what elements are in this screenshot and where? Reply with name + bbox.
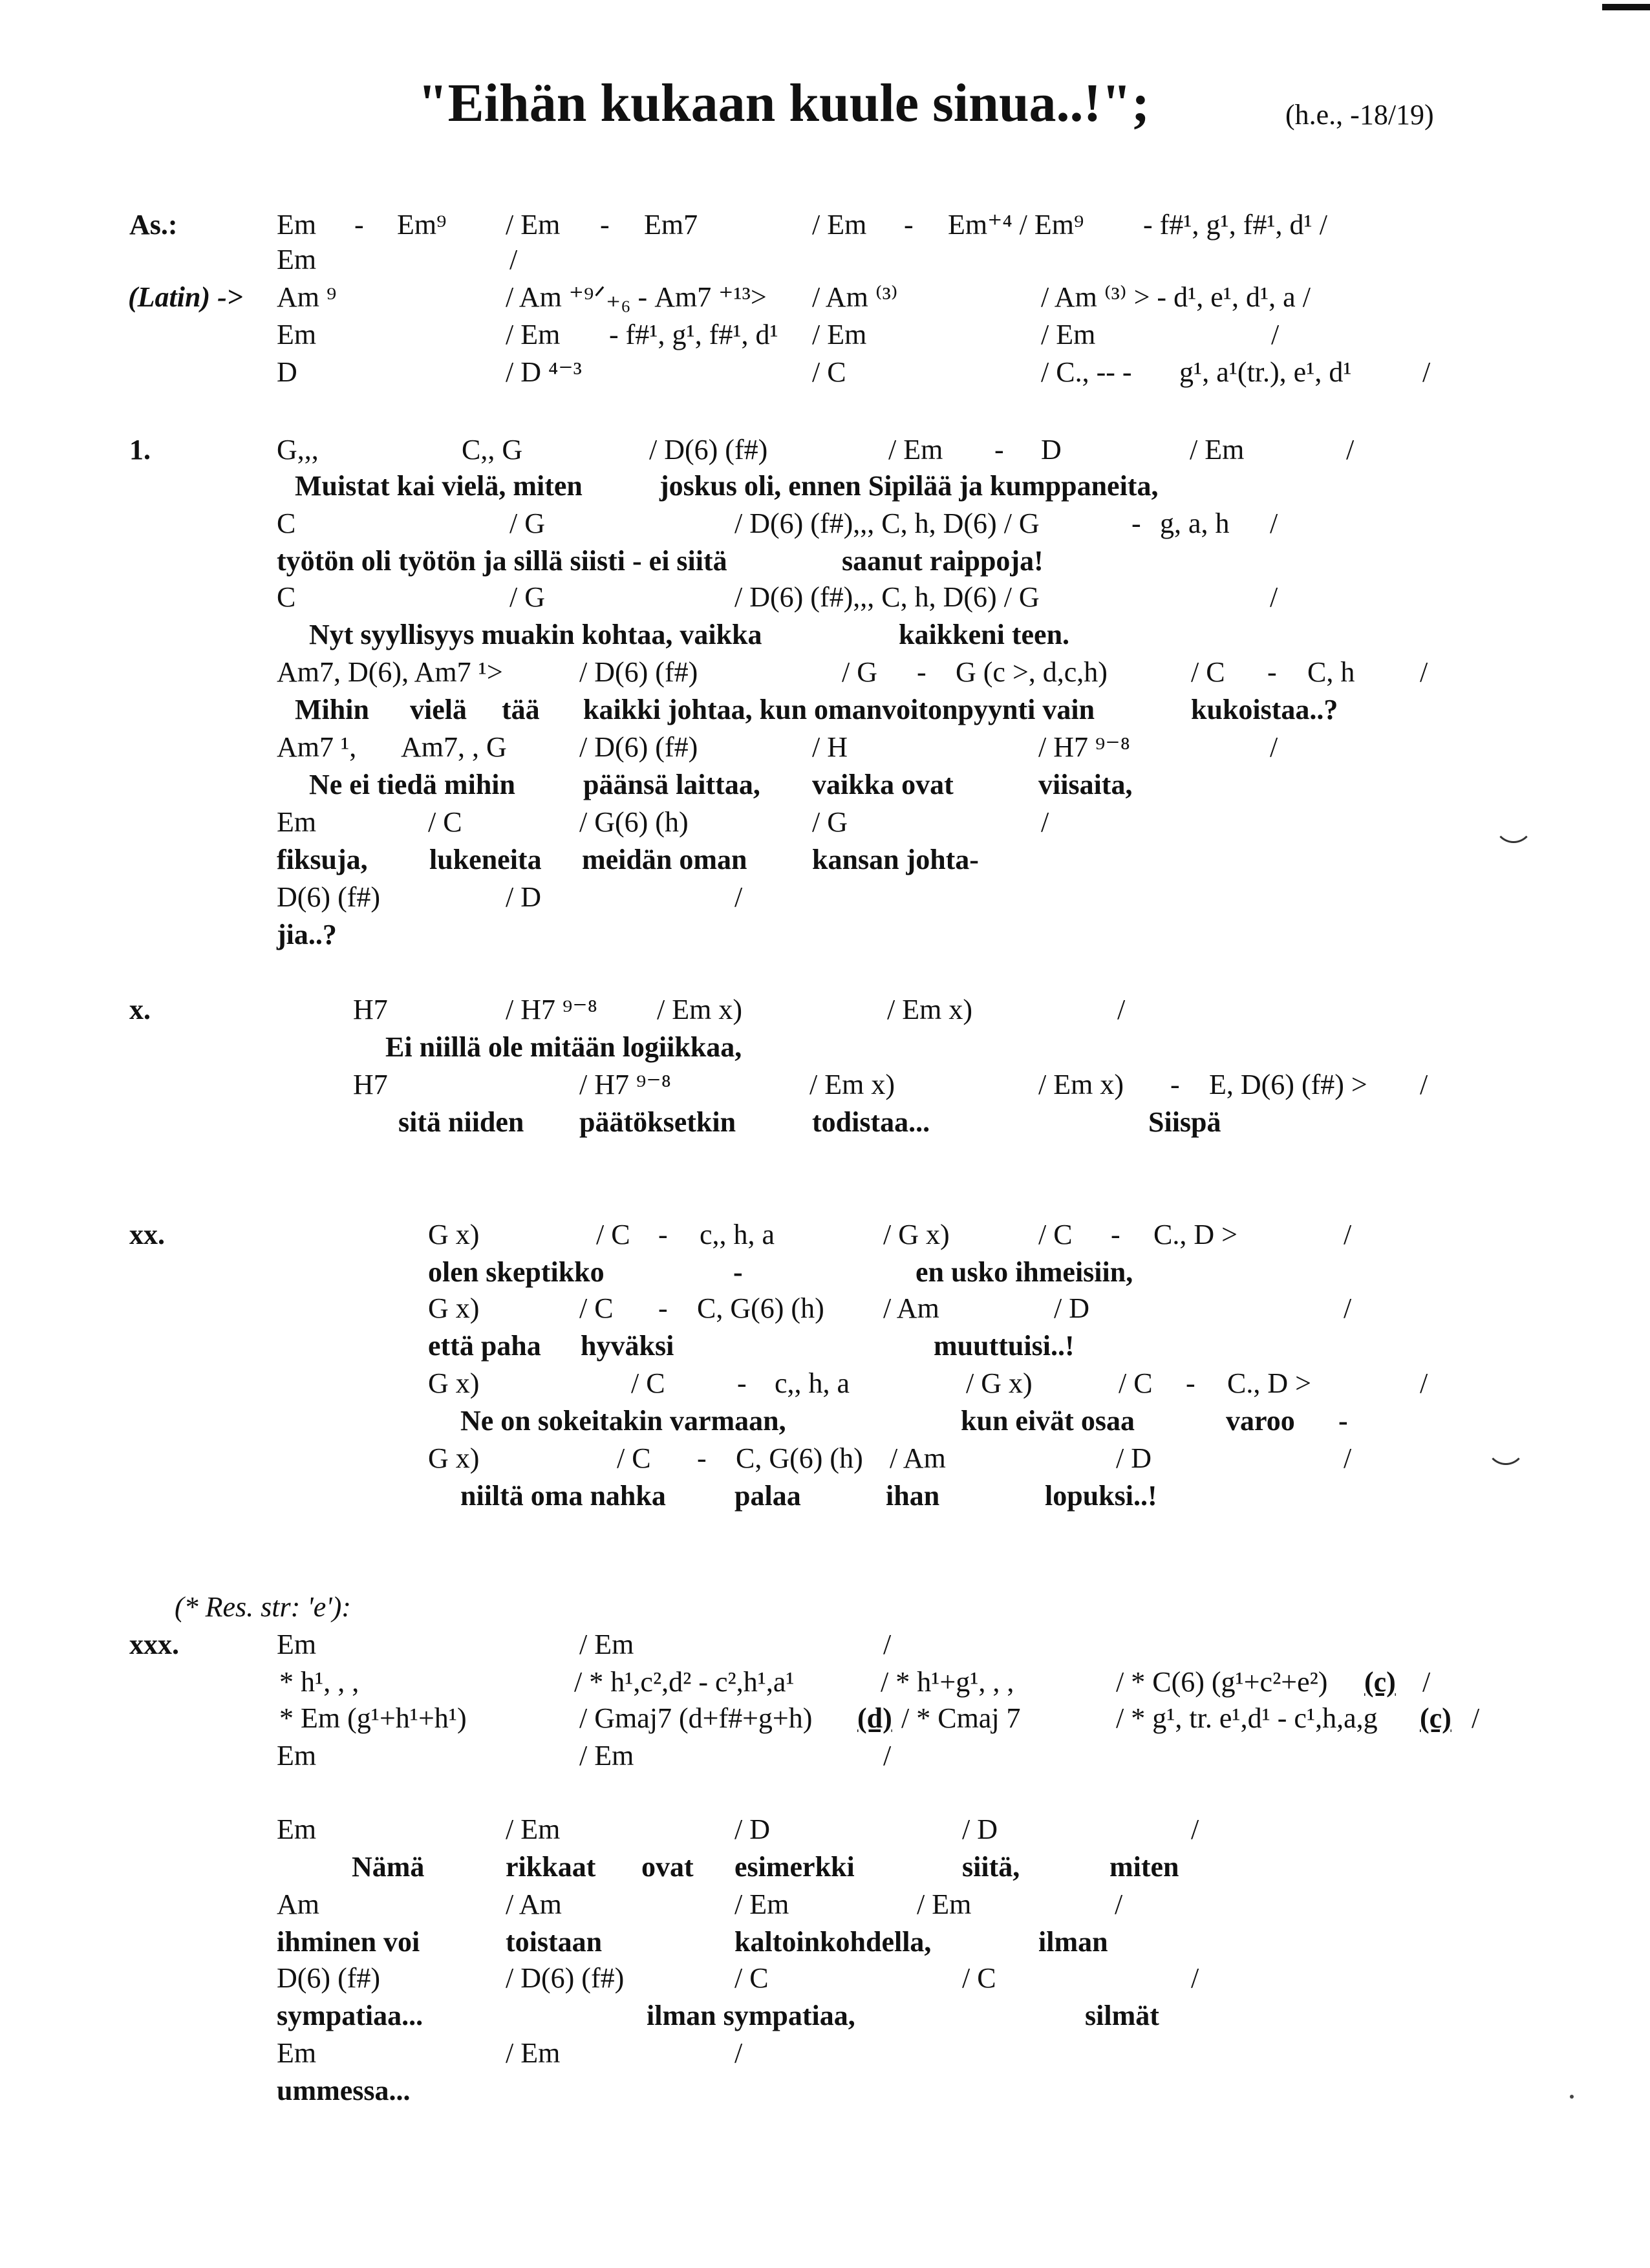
chord: Em [277,2037,317,2069]
corner-scan-mark [1602,4,1650,10]
chord: - f#¹, g¹, f#¹, d¹ [609,319,778,350]
chord: - [600,209,610,241]
lyric: että paha [428,1330,541,1362]
lyric: kukoistaa..? [1191,694,1338,725]
chord: / [1270,508,1278,539]
chord: / D(6) (f#),,, C, h, D(6) / G [734,508,1040,539]
latin-label: (Latin) -> [128,281,243,313]
lyric: viisaita, [1038,769,1133,800]
chord: - [658,1292,668,1324]
chord: Am7, D(6), Am7 ¹> [277,656,503,688]
chord: G (c >, d,c,h) [956,656,1108,688]
chord: / [1344,1292,1352,1324]
chord: / D [1054,1292,1089,1324]
chord: / H7 ⁹⁻⁸ [1038,731,1130,763]
chord: - [1131,508,1141,539]
chord: G x) [428,1367,480,1399]
chord: / G [509,581,545,613]
chord: / Em [917,1888,972,1920]
chord: G x) [428,1219,480,1250]
chord: C., D > [1227,1367,1311,1399]
chord: (c) [1420,1702,1452,1734]
chord: / Em [579,1629,634,1660]
chord: Am7, , G [401,731,507,763]
chord: Em [277,244,317,275]
chord: / * Cmaj 7 [901,1702,1021,1734]
chord: / C [1191,656,1225,688]
chord: / [1191,1813,1199,1845]
chord: / C., -- - [1041,356,1132,388]
author-note: (h.e., -18/19) [1285,99,1434,131]
chord: Em⁺⁴ / Em⁹ [948,209,1084,241]
chord: / C [1119,1367,1153,1399]
chord: / Em x) [887,994,972,1025]
lyric: Ei niillä ole mitään logiikkaa, [385,1031,742,1063]
chord: / Am ⁽³⁾ > - d¹, e¹, d¹, a / [1041,281,1311,313]
chord: / D(6) (f#) [579,656,698,688]
chord: Em [277,1740,317,1771]
lyric: Siispä [1148,1106,1221,1138]
lyric: Nämä [352,1851,425,1883]
lyric: kaikkeni teen. [899,619,1070,650]
chord: D(6) (f#) [277,1962,381,1994]
chord: E, D(6) (f#) > [1209,1069,1367,1100]
chord: - [1111,1219,1120,1250]
chord: / Em [812,319,867,350]
chord: / C [1038,1219,1073,1250]
chord: / G [812,806,848,838]
chord: / Em [1190,434,1245,465]
chord: Em [277,209,317,241]
lyric: - [1338,1405,1348,1437]
chord: / C [631,1367,665,1399]
chord: - [994,434,1004,465]
chord: / Em [888,434,943,465]
chord: / * h¹,c²,d² - c²,h¹,a¹ [574,1666,795,1698]
chord: / Em [506,319,561,350]
lyric: ihan [886,1480,940,1512]
chord: / Gmaj7 (d+f#+g+h) [579,1702,813,1734]
lyric: työtön oli työtön ja sillä siisti - ei siitä [277,545,727,577]
chord: * h¹, , , [279,1666,359,1698]
chord: / [1191,1962,1199,1994]
lyric: vielä [410,694,467,725]
chord: D [1041,434,1062,465]
chord: Em⁹ [397,209,447,241]
chord: / Am [890,1442,946,1474]
chord: / H7 ⁹⁻⁸ [579,1069,671,1100]
chord: - [1170,1069,1180,1100]
lyric: Ne on sokeitakin varmaan, [460,1405,786,1437]
lyric: lukeneita [429,844,542,875]
lyric: meidän oman [582,844,747,875]
chord: / [509,244,518,275]
chord: - [1186,1367,1195,1399]
chord: / Em [1041,319,1096,350]
chord: C,, G [462,434,523,465]
chord: / [1271,319,1280,350]
chord: Em [277,1629,317,1660]
chord: - [658,1219,668,1250]
lyric: ovat [641,1851,694,1883]
chord: Em7 [644,209,698,241]
chord: c,, h, a [775,1367,850,1399]
lyric: ilman [1038,1926,1108,1958]
chord: - [737,1367,747,1399]
page-speck [1570,2095,1574,2099]
chord: / D(6) (f#) [649,434,768,465]
lyric: sympatiaa... [277,2000,423,2031]
chord: / [1472,1702,1480,1734]
chord: C [277,508,296,539]
chord: / D [1116,1442,1152,1474]
chord: / C [579,1292,614,1324]
chord: / C [962,1962,996,1994]
lyric: lopuksi..! [1045,1480,1157,1512]
chord: g¹, a¹(tr.), e¹, d¹ [1179,356,1352,388]
chord: / Em x) [657,994,742,1025]
chord: / C [596,1219,630,1250]
chord: / [1115,1888,1123,1920]
song-title: "Eihän kukaan kuule sinua..!"; [418,73,1150,133]
chord: Am [277,1888,319,1920]
lyric: Mihin [295,694,369,725]
chord: / Em [506,209,561,241]
lyric: joskus oli, ennen Sipilää ja kumppaneita, [659,470,1159,502]
lyric: varoo [1226,1405,1295,1437]
chord: / Am [883,1292,939,1324]
lyric: niiltä oma nahka [460,1480,666,1512]
chord: C, G(6) (h) [736,1442,863,1474]
lyric: toistaan [506,1926,603,1958]
chord: / C [734,1962,769,1994]
chord: / [1420,656,1428,688]
lyric: esimerkki [734,1851,855,1883]
chord: / D(6) (f#) [579,731,698,763]
chord: c,, h, a [700,1219,775,1250]
margin-pencil-mark-2 [1486,1422,1526,1465]
chord: / [1346,434,1355,465]
chord: * Em (g¹+h¹+h¹) [279,1702,467,1734]
lyric: Nyt syyllisyys muakin kohtaa, vaikka [309,619,762,650]
margin-pencil-mark [1494,800,1534,843]
chord: / H [812,731,848,763]
chord: / G [842,656,877,688]
chord: Am7 ¹, [277,731,357,763]
chord: / [1117,994,1126,1025]
chord: / [883,1740,892,1771]
chord: - f#¹, g¹, f#¹, d¹ / [1143,209,1327,241]
lyric: ihminen voi [277,1926,420,1958]
chord: / C [617,1442,651,1474]
chord: / [1420,1069,1428,1100]
lyric: kaltoinkohdella, [734,1926,932,1958]
chord: / G [509,508,545,539]
lyric: kun eivät osaa [961,1405,1135,1437]
chord: / [1041,806,1049,838]
lyric: saanut raippoja! [842,545,1044,577]
chord: / H7 ⁹⁻⁸ [506,994,597,1025]
chord: / D [734,1813,770,1845]
lyric: tää [502,694,540,725]
chord: g, a, h [1160,508,1230,539]
intro-label: As.: [129,209,178,241]
chorus-xxx-label: xxx. [129,1629,179,1660]
lyric: päänsä laittaa, [583,769,760,800]
lyric: hyväksi [581,1330,674,1362]
chord: / D ⁴⁻³ [506,356,582,388]
chord: Em [277,1813,317,1845]
lyric: muuttuisi..! [934,1330,1075,1362]
chord: - [697,1442,707,1474]
chord: G x) [428,1442,480,1474]
lyric: palaa [734,1480,801,1512]
chord: (d) [857,1702,892,1734]
lyric: olen skeptikko [428,1256,605,1288]
lyric: päätöksetkin [579,1106,736,1138]
lyric: siitä, [962,1851,1020,1883]
chord: / [1270,731,1278,763]
lyric: Ne ei tiedä mihin [309,769,515,800]
chord: / D(6) (f#) [506,1962,625,1994]
chord: / C [428,806,462,838]
lyric: rikkaat [506,1851,596,1883]
chord: / [734,881,743,913]
chord: C, h [1307,656,1355,688]
chord: / Em [734,1888,789,1920]
chord: / [883,1629,892,1660]
chord: / D [962,1813,998,1845]
chord: / Am ⁺⁹ᐟ₊₆ - Am7 ⁺¹³> [506,281,767,313]
chord: / * C(6) (g¹+c²+e²) [1116,1666,1328,1698]
chord: C., D > [1153,1219,1238,1250]
chord: / G(6) (h) [579,806,689,838]
lyric: Muistat kai vielä, miten [295,470,583,502]
chord: / [1270,581,1278,613]
reserve-note: (* Res. str: 'e'): [175,1591,351,1623]
chord: G,,, [277,434,319,465]
lyric: en usko ihmeisiin, [916,1256,1133,1288]
chord: / [1422,1666,1431,1698]
chord: / Em [506,2037,561,2069]
lyric: jia..? [277,919,337,950]
chord: / Am [506,1888,562,1920]
chord: / Em [579,1740,634,1771]
lyric: vaikka ovat [812,769,954,800]
lyric: ilman sympatiaa, [647,2000,855,2031]
lyric: sitä niiden [398,1106,524,1138]
chord: - [354,209,364,241]
lyric: todistaa... [812,1106,930,1138]
chord: / [1420,1367,1428,1399]
lyric: fiksuja, [277,844,368,875]
chord: / D(6) (f#),,, C, h, D(6) / G [734,581,1040,613]
chord: / Em x) [1038,1069,1124,1100]
chord: - [1267,656,1277,688]
chorus-xx-label: xx. [129,1219,165,1250]
chord: C [277,581,296,613]
chord: / [1344,1219,1352,1250]
chord: G x) [428,1292,480,1324]
chord: - [917,656,927,688]
chord: D(6) (f#) [277,881,381,913]
lyric: - [733,1256,743,1288]
chord: H7 [353,1069,388,1100]
chord: Am ⁹ [277,281,337,313]
chord: / [734,2037,743,2069]
chord: / [1422,356,1431,388]
chord: / Am ⁽³⁾ [812,281,898,313]
chord: / D [506,881,541,913]
chord: / Em [812,209,867,241]
chord: / C [812,356,846,388]
chord: Em [277,319,317,350]
lyric: silmät [1085,2000,1159,2031]
chord: D [277,356,297,388]
lyric: ummessa... [277,2075,411,2106]
chord: C, G(6) (h) [697,1292,824,1324]
chord: / * g¹, tr. e¹,d¹ - c¹,h,a,g [1116,1702,1378,1734]
lyric: miten [1109,1851,1179,1883]
chord: / * h¹+g¹, , , [881,1666,1014,1698]
chord: (c) [1364,1666,1396,1698]
chord: / G x) [966,1367,1033,1399]
lyric: kaikki johtaa, kun omanvoitonpyynti vain [583,694,1095,725]
chord: Em [277,806,317,838]
chord: / Em [506,1813,561,1845]
chorus-x-label: x. [129,994,151,1025]
chord: H7 [353,994,388,1025]
chord: / G x) [883,1219,950,1250]
chord: - [904,209,914,241]
chord: / [1344,1442,1352,1474]
lyric: kansan johta- [812,844,979,875]
verse1-label: 1. [129,434,151,465]
chord: / Em x) [809,1069,895,1100]
